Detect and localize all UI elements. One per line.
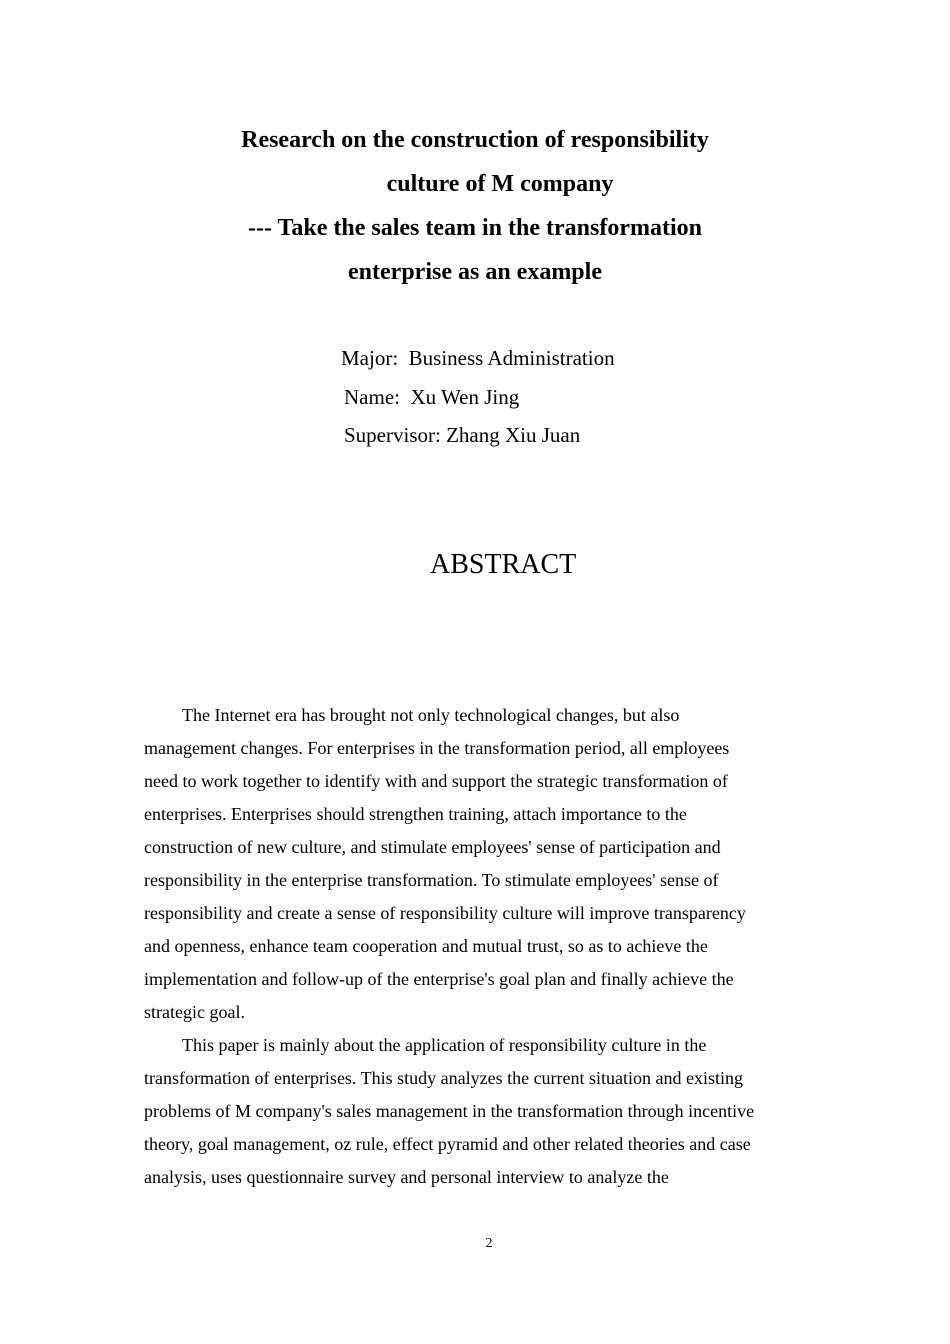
abstract-line: The Internet era has brought not only technological changes, but also (182, 705, 680, 725)
page-number: 2 (485, 1236, 493, 1251)
major-line: Major: Business Administration (341, 346, 615, 370)
subtitle-line-2: enterprise as an example (348, 259, 602, 285)
abstract-line: implementation and follow-up of the enterprise's goal plan and finally achieve the (144, 969, 734, 989)
abstract-line: responsibility and create a sense of responsibility culture will improve transparency (144, 903, 746, 923)
abstract-line: transformation of enterprises. This study analyzes the current situation and existing (144, 1068, 744, 1088)
abstract-line: construction of new culture, and stimulate employees' sense of participation and (144, 837, 721, 857)
abstract-line: strategic goal. (144, 1002, 245, 1022)
abstract-line: problems of M company's sales management in the transformation through incentive (144, 1101, 755, 1121)
abstract-line: This paper is mainly about the application of responsibility culture in the (182, 1035, 707, 1055)
abstract-heading: ABSTRACT (430, 549, 577, 580)
abstract-line: enterprises. Enterprises should strengthen training, attach importance to the (144, 804, 687, 824)
title-line-2: culture of M company (386, 171, 614, 197)
abstract-line: analysis, uses questionnaire survey and personal interview to analyze the (144, 1167, 669, 1187)
abstract-line: theory, goal management, oz rule, effect pyramid and other related theories and case (144, 1134, 751, 1154)
abstract-line: management changes. For enterprises in the transformation period, all employees (144, 738, 730, 758)
title-line-1: Research on the construction of responsibility (241, 127, 709, 153)
supervisor-line: Supervisor: Zhang Xiu Juan (344, 423, 581, 447)
subtitle-line-1: --- Take the sales team in the transformation (248, 215, 702, 241)
abstract-line: need to work together to identify with and support the strategic transformation of (144, 771, 728, 791)
abstract-line: and openness, enhance team cooperation and mutual trust, so as to achieve the (144, 936, 708, 956)
name-line: Name: Xu Wen Jing (344, 385, 520, 409)
abstract-line: responsibility in the enterprise transformation. To stimulate employees' sense of (144, 870, 719, 890)
